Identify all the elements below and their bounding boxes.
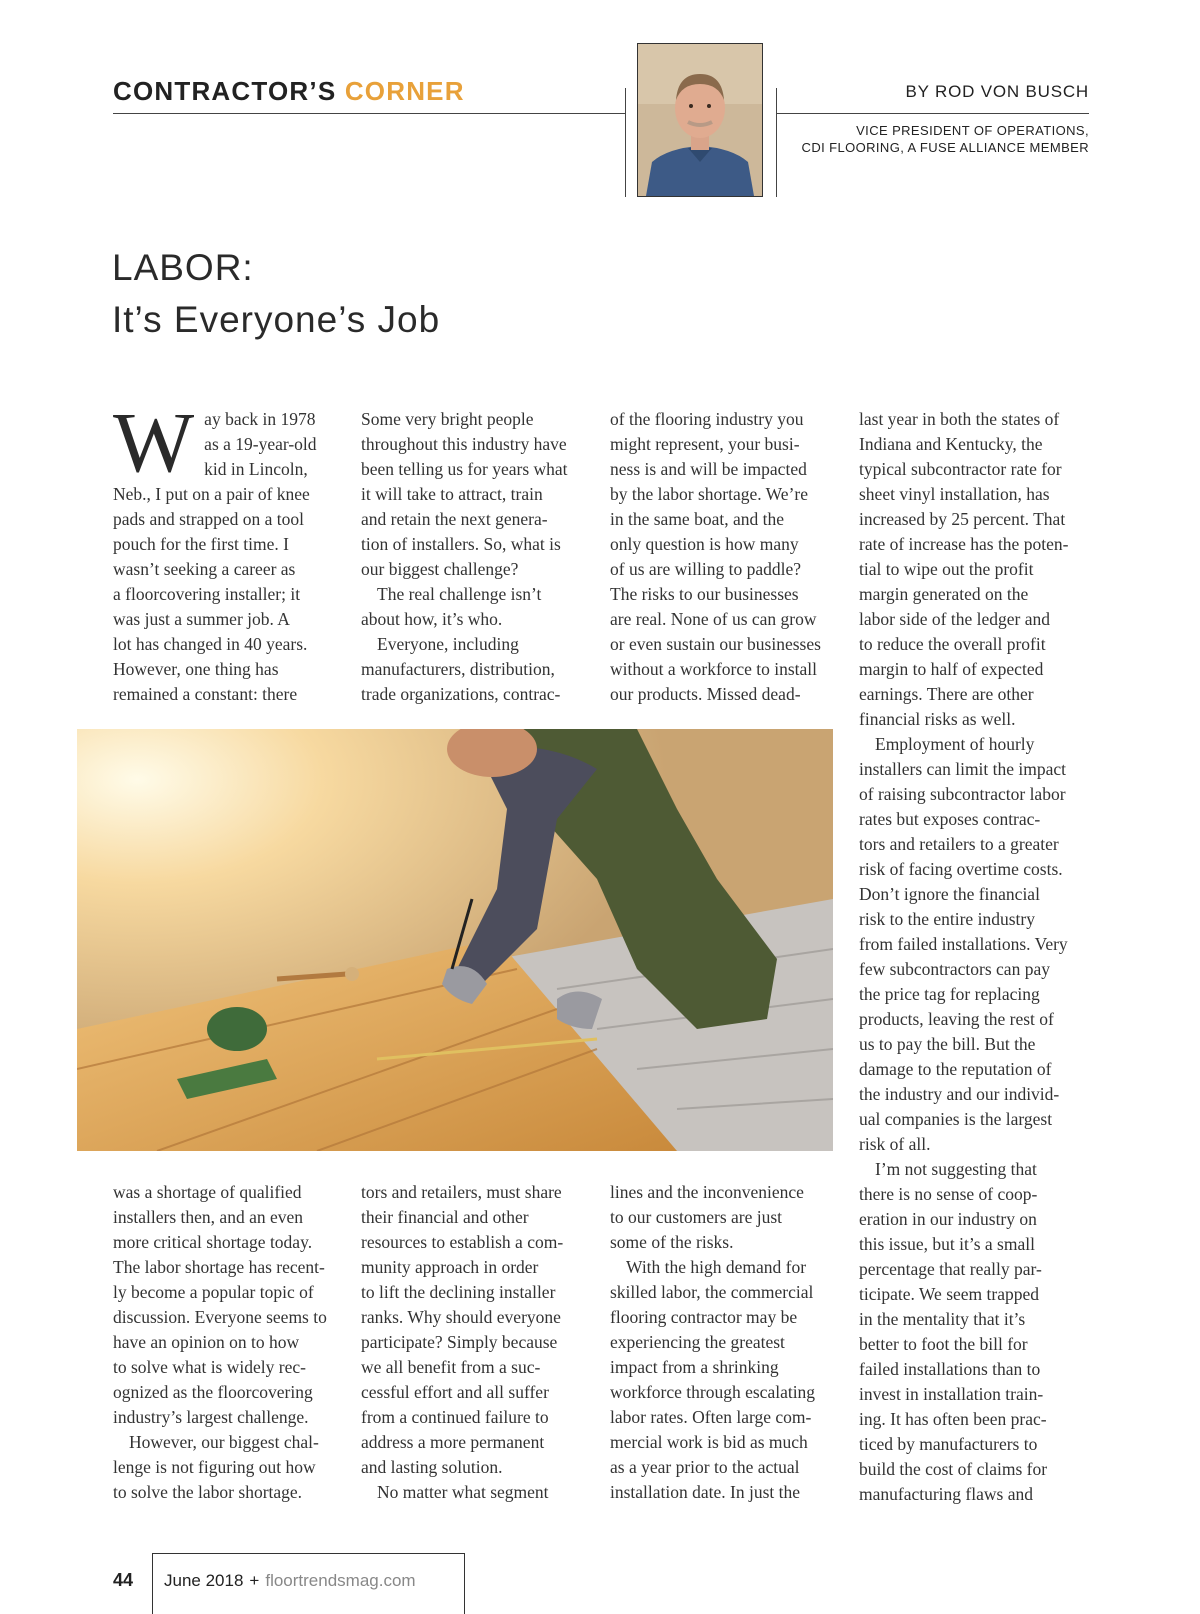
- article-line: increased by 25 percent. That: [859, 509, 1066, 529]
- author-headshot: [637, 43, 763, 197]
- article-line: eration in our industry on: [859, 1209, 1037, 1229]
- article-line: their financial and other: [361, 1207, 529, 1227]
- article-line: However, our biggest chal-: [129, 1432, 319, 1452]
- article-line: failed installations than to: [859, 1359, 1041, 1379]
- kicker-main: CONTRACTOR’S: [113, 76, 337, 106]
- article-line: Everyone, including: [377, 634, 519, 654]
- article-line: margin generated on the: [859, 584, 1029, 604]
- byline: BY ROD VON BUSCH: [905, 82, 1089, 101]
- article-line: lot has changed in 40 years.: [113, 634, 308, 654]
- article-line: manufacturing flaws and: [859, 1484, 1033, 1504]
- article-line: Some very bright people: [361, 409, 534, 429]
- article-line: our biggest challenge?: [361, 559, 519, 579]
- article-line: build the cost of claims for: [859, 1459, 1048, 1479]
- article-line: ly become a popular topic of: [113, 1282, 314, 1302]
- article-line: from failed installations. Very: [859, 934, 1068, 954]
- article-line: of the flooring industry you: [610, 409, 804, 429]
- article-line: earnings. There are other: [859, 684, 1034, 704]
- article-line: manufacturers, distribution,: [361, 659, 555, 679]
- article-line: to lift the declining installer: [361, 1282, 556, 1302]
- article-line: munity approach in order: [361, 1257, 539, 1277]
- article-line: workforce through escalating: [610, 1382, 816, 1402]
- article-column-4: [859, 407, 1068, 1507]
- article-line: in the same boat, and the: [610, 509, 784, 529]
- article-line: installation date. In just the: [610, 1482, 801, 1502]
- article-line: it will take to attract, train: [361, 484, 543, 504]
- article-line: as a 19-year-old: [204, 434, 317, 454]
- article-line: are real. None of us can grow: [610, 609, 817, 629]
- header-rule-left: [113, 113, 625, 114]
- article-line: tion of installers. So, what is: [361, 534, 561, 554]
- article-line: lenge is not figuring out how: [113, 1457, 316, 1477]
- article-line: flooring contractor may be: [610, 1307, 798, 1327]
- article-line: have an opinion on to how: [113, 1332, 300, 1352]
- article-column-1-bottom: [113, 1180, 327, 1505]
- article-line: this issue, but it’s a small: [859, 1234, 1035, 1254]
- article-line: invest in installation train-: [859, 1384, 1044, 1404]
- article-line: ing. It has often been prac-: [859, 1409, 1047, 1429]
- article-line: However, one thing has: [113, 659, 279, 679]
- article-line: some of the risks.: [610, 1232, 734, 1252]
- article-line: risk of facing overtime costs.: [859, 859, 1063, 879]
- article-line: sheet vinyl installation, has: [859, 484, 1050, 504]
- article-line: labor side of the ledger and: [859, 609, 1050, 629]
- article-line: experiencing the greatest: [610, 1332, 785, 1352]
- article-line: lines and the inconvenience: [610, 1182, 804, 1202]
- author-title-line: VICE PRESIDENT OF OPERATIONS,: [856, 123, 1089, 138]
- header-vrule-left: [625, 88, 626, 197]
- article-column-3-bottom: [610, 1180, 815, 1505]
- headline-line2: It’s Everyone’s Job: [112, 299, 441, 340]
- article-line: margin to half of expected: [859, 659, 1044, 679]
- article-line: percentage that really par-: [859, 1259, 1042, 1279]
- article-line: risk of all.: [859, 1134, 931, 1154]
- article-line: to solve the labor shortage.: [113, 1482, 303, 1502]
- article-line: about how, it’s who.: [361, 609, 503, 629]
- footer-separator: +: [249, 1571, 260, 1590]
- article-line: and retain the next genera-: [361, 509, 548, 529]
- article-line: tors and retailers to a greater: [859, 834, 1059, 854]
- article-line: The real challenge isn’t: [377, 584, 542, 604]
- article-line: participate? Simply because: [361, 1332, 558, 1352]
- article-line: only question is how many: [610, 534, 799, 554]
- header-rule-right: [776, 113, 1089, 114]
- author-title: [802, 122, 1089, 156]
- article-line: was just a summer job. A: [113, 609, 290, 629]
- article-line: kid in Lincoln,: [204, 459, 308, 479]
- article-line: ay back in 1978: [204, 409, 316, 429]
- article-line: our products. Missed dead-: [610, 684, 801, 704]
- article-line: was a shortage of qualified: [113, 1182, 302, 1202]
- article-line: Don’t ignore the financial: [859, 884, 1040, 904]
- article-line: us to pay the bill. But the: [859, 1034, 1036, 1054]
- installer-photo: [77, 729, 833, 1151]
- article-line: damage to the reputation of: [859, 1059, 1052, 1079]
- article-line: ognized as the floorcovering: [113, 1382, 313, 1402]
- section-kicker: [113, 76, 465, 107]
- article-line: industry’s largest challenge.: [113, 1407, 309, 1427]
- article-line: last year in both the states of: [859, 409, 1060, 429]
- article-line: labor rates. Often large com-: [610, 1407, 812, 1427]
- article-line: installers then, and an even: [113, 1207, 304, 1227]
- article-line: might represent, your busi-: [610, 434, 800, 454]
- article-line: pads and strapped on a tool: [113, 509, 304, 529]
- drop-cap: W: [113, 394, 195, 490]
- article-line: pouch for the first time. I: [113, 534, 289, 554]
- article-line: the industry and our individ-: [859, 1084, 1060, 1104]
- article-line: to reduce the overall profit: [859, 634, 1046, 654]
- article-line: of us are willing to paddle?: [610, 559, 801, 579]
- article-column-3-top: [610, 407, 821, 707]
- article-line: Neb., I put on a pair of knee: [113, 484, 310, 504]
- article-line: to solve what is widely rec-: [113, 1357, 306, 1377]
- article-line: ticipate. We seem trapped: [859, 1284, 1039, 1304]
- article-line: few subcontractors can pay: [859, 959, 1050, 979]
- kicker-accent: CORNER: [344, 76, 465, 106]
- article-line: or even sustain our businesses: [610, 634, 821, 654]
- page-number: 44: [113, 1570, 134, 1590]
- article-line: trade organizations, contrac-: [361, 684, 561, 704]
- issue-date: June 2018: [164, 1571, 244, 1590]
- article-line: tial to wipe out the profit: [859, 559, 1034, 579]
- article-line: installers can limit the impact: [859, 759, 1067, 779]
- article-line: more critical shortage today.: [113, 1232, 313, 1252]
- article-line: rate of increase has the poten-: [859, 534, 1069, 554]
- article-line: a floorcovering installer; it: [113, 584, 301, 604]
- article-line: in the mentality that it’s: [859, 1309, 1026, 1329]
- article-line: mercial work is bid as much: [610, 1432, 808, 1452]
- article-column-2-top: [361, 407, 568, 707]
- article-line: the price tag for replacing: [859, 984, 1040, 1004]
- article-line: there is no sense of coop-: [859, 1184, 1038, 1204]
- article-line: as a year prior to the actual: [610, 1457, 800, 1477]
- article-line: to our customers are just: [610, 1207, 783, 1227]
- article-line: tors and retailers, must share: [361, 1182, 562, 1202]
- article-line: No matter what segment: [377, 1482, 549, 1502]
- article-line: financial risks as well.: [859, 709, 1016, 729]
- article-line: products, leaving the rest of: [859, 1009, 1054, 1029]
- article-line: of raising subcontractor labor: [859, 784, 1066, 804]
- article-line: and lasting solution.: [361, 1457, 503, 1477]
- article-line: ness is and will be impacted: [610, 459, 807, 479]
- article-line: I’m not suggesting that: [875, 1159, 1037, 1179]
- article-line: skilled labor, the commercial: [610, 1282, 814, 1302]
- article-line: risk to the entire industry: [859, 909, 1035, 929]
- article-line: Indiana and Kentucky, the: [859, 434, 1043, 454]
- article-line: throughout this industry have: [361, 434, 567, 454]
- header-vrule-right: [776, 88, 777, 197]
- headline-line1: LABOR:: [112, 247, 254, 288]
- article-line: With the high demand for: [626, 1257, 807, 1277]
- article-line: better to foot the bill for: [859, 1334, 1028, 1354]
- article-line: resources to establish a com-: [361, 1232, 564, 1252]
- article-line: we all benefit from a suc-: [361, 1357, 541, 1377]
- article-line: ranks. Why should everyone: [361, 1307, 561, 1327]
- article-line: been telling us for years what: [361, 459, 568, 479]
- article-line: The labor shortage has recent-: [113, 1257, 325, 1277]
- article-line: without a workforce to install: [610, 659, 818, 679]
- article-column-1-top: [113, 394, 343, 707]
- article-line: remained a constant: there: [113, 684, 298, 704]
- article-line: ual companies is the largest: [859, 1109, 1053, 1129]
- article-line: impact from a shrinking: [610, 1357, 779, 1377]
- article-line: wasn’t seeking a career as: [113, 559, 296, 579]
- article-line: The risks to our businesses: [610, 584, 799, 604]
- headline: [112, 242, 440, 346]
- article-line: typical subcontractor rate for: [859, 459, 1062, 479]
- author-title-line: CDI FLOORING, A FUSE ALLIANCE MEMBER: [801, 140, 1089, 155]
- article-line: address a more permanent: [361, 1432, 545, 1452]
- article-line: by the labor shortage. We’re: [610, 484, 808, 504]
- article-line: rates but exposes contrac-: [859, 809, 1041, 829]
- article-line: cessful effort and all suffer: [361, 1382, 549, 1402]
- footer-line: [164, 1571, 416, 1591]
- article-line: Employment of hourly: [875, 734, 1035, 754]
- site-link[interactable]: floortrendsmag.com: [265, 1571, 416, 1590]
- article-line: ticed by manufacturers to: [859, 1434, 1038, 1454]
- article-column-2-bottom: [361, 1180, 563, 1505]
- article-line: discussion. Everyone seems to: [113, 1307, 327, 1327]
- article-line: from a continued failure to: [361, 1407, 549, 1427]
